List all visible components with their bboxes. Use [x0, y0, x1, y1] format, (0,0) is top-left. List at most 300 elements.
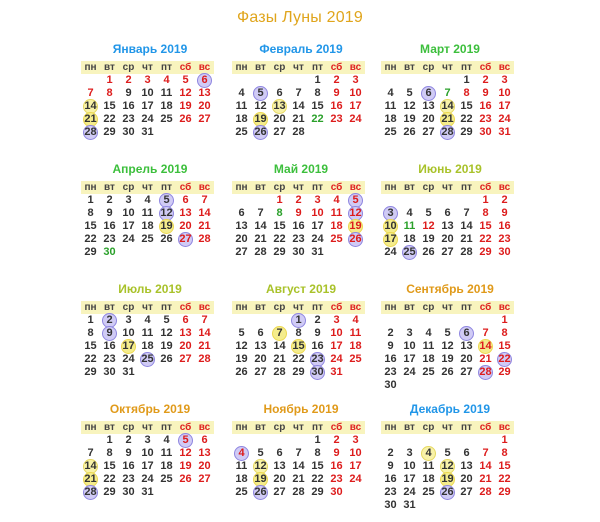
day-moon-phase: 19	[157, 220, 176, 233]
day-cell: 2	[482, 74, 489, 86]
day-cell: 7	[87, 447, 94, 459]
weekday-header: чт	[138, 181, 157, 194]
day-moon-phase: 14	[476, 340, 495, 353]
day-cell: 23	[330, 113, 343, 125]
day-cell: 11	[330, 207, 343, 219]
day-cell: 20	[179, 220, 192, 232]
day-cell: 18	[330, 220, 343, 232]
day-cell: 28	[198, 233, 211, 245]
weekday-header: вт	[400, 301, 419, 314]
day-cell: 30	[122, 126, 135, 138]
day-cell: 22	[498, 473, 511, 485]
day-cell: 10	[141, 87, 154, 99]
weekday-header: чт	[438, 181, 457, 194]
weekday-header: вт	[100, 61, 119, 74]
day-cell: 17	[122, 220, 135, 232]
day-cell: 2	[106, 194, 113, 206]
empty-cell	[381, 434, 400, 447]
weekday-header: сб	[176, 421, 195, 434]
day-cell: 3	[144, 74, 151, 86]
weekday-header: вт	[400, 61, 419, 74]
day-cell: 23	[122, 473, 135, 485]
day-cell: 4	[238, 87, 245, 99]
day-cell: 1	[463, 74, 470, 86]
day-cell: 7	[463, 207, 470, 219]
day-cell: 17	[311, 220, 324, 232]
day-cell: 25	[422, 366, 435, 378]
day-cell: 19	[160, 340, 173, 352]
day-cell: 18	[141, 220, 154, 232]
day-cell: 2	[333, 74, 340, 86]
day-cell: 29	[479, 246, 492, 258]
day-cell: 22	[84, 353, 97, 365]
day-moon-phase: 21	[81, 473, 100, 486]
day-moon-phase: 28	[81, 486, 100, 499]
day-cell: 21	[479, 353, 492, 365]
month-2	[232, 42, 370, 139]
weekday-header: вт	[400, 421, 419, 434]
day-cell: 11	[349, 327, 362, 339]
day-cell: 15	[460, 100, 473, 112]
day-cell: 15	[498, 460, 511, 472]
day-cell: 24	[122, 233, 135, 245]
weekday-header: вт	[100, 301, 119, 314]
day-cell: 21	[198, 220, 211, 232]
day-cell: 24	[384, 246, 397, 258]
weekday-header: вс	[346, 421, 365, 434]
day-cell: 4	[144, 194, 151, 206]
day-cell: 16	[330, 100, 343, 112]
weekday-header: сб	[176, 181, 195, 194]
day-cell: 5	[238, 327, 245, 339]
day-cell: 7	[201, 194, 208, 206]
day-cell: 2	[387, 327, 394, 339]
day-cell: 27	[235, 246, 248, 258]
day-cell: 21	[479, 473, 492, 485]
day-cell: 15	[311, 460, 324, 472]
month-name: Июль 2019	[118, 282, 182, 296]
day-cell: 3	[333, 314, 340, 326]
day-cell: 14	[273, 340, 286, 352]
day-moon-phase: 6	[195, 74, 214, 87]
day-cell: 11	[141, 327, 154, 339]
day-cell: 31	[330, 366, 343, 378]
month-name: Апрель 2019	[112, 162, 188, 176]
empty-cell	[457, 434, 476, 447]
empty-cell	[400, 314, 419, 327]
day-moon-phase: 12	[346, 207, 365, 220]
empty-cell	[381, 74, 400, 87]
empty-cell	[251, 314, 270, 327]
day-cell: 31	[498, 126, 511, 138]
day-cell: 6	[257, 327, 264, 339]
day-cell: 27	[198, 113, 211, 125]
day-cell: 1	[106, 74, 113, 86]
empty-cell	[438, 434, 457, 447]
day-cell: 24	[141, 473, 154, 485]
day-cell: 3	[406, 327, 413, 339]
empty-cell	[400, 434, 419, 447]
day-cell: 3	[125, 314, 132, 326]
day-moon-phase: 14	[438, 100, 457, 113]
day-cell: 12	[422, 220, 435, 232]
day-cell: 25	[160, 113, 173, 125]
day-cell: 28	[273, 366, 286, 378]
day-moon-phase: 7	[270, 327, 289, 340]
day-cell: 6	[182, 194, 189, 206]
day-cell: 23	[479, 113, 492, 125]
day-cell: 7	[87, 87, 94, 99]
day-cell: 11	[141, 207, 154, 219]
day-cell: 25	[384, 126, 397, 138]
day-cell: 15	[84, 220, 97, 232]
day-cell: 8	[106, 87, 113, 99]
month-name: Сентябрь 2019	[406, 282, 494, 296]
day-cell: 22	[292, 353, 305, 365]
day-cell: 30	[479, 126, 492, 138]
empty-cell	[457, 194, 476, 207]
day-moon-phase: 12	[251, 460, 270, 473]
weekday-header: вс	[495, 421, 514, 434]
day-moon-phase: 12	[157, 207, 176, 220]
day-cell: 12	[160, 327, 173, 339]
day-cell: 26	[235, 366, 248, 378]
day-cell: 13	[460, 340, 473, 352]
day-cell: 18	[403, 233, 416, 245]
day-cell: 7	[201, 314, 208, 326]
day-cell: 28	[460, 246, 473, 258]
day-cell: 28	[292, 486, 305, 498]
day-cell: 8	[314, 447, 321, 459]
day-cell: 24	[330, 353, 343, 365]
day-cell: 11	[235, 100, 248, 112]
month-name: Март 2019	[420, 42, 480, 56]
day-cell: 17	[330, 340, 343, 352]
day-moon-phase: 17	[381, 233, 400, 246]
day-cell: 10	[403, 340, 416, 352]
day-cell: 9	[106, 207, 113, 219]
weekday-header: вс	[195, 181, 214, 194]
day-cell: 19	[403, 113, 416, 125]
month-name: Январь 2019	[112, 42, 188, 56]
month-days	[81, 181, 219, 259]
day-cell: 17	[498, 100, 511, 112]
day-cell: 25	[330, 233, 343, 245]
month-name: Август 2019	[266, 282, 336, 296]
weekday-header: ср	[270, 301, 289, 314]
day-cell: 6	[201, 434, 208, 446]
weekday-header: ср	[119, 421, 138, 434]
day-moon-phase: 14	[81, 460, 100, 473]
day-cell: 25	[422, 486, 435, 498]
day-cell: 18	[349, 340, 362, 352]
empty-cell	[289, 434, 308, 447]
day-cell: 1	[482, 194, 489, 206]
weekday-header: вс	[495, 181, 514, 194]
weekday-header: вс	[346, 61, 365, 74]
day-cell: 4	[163, 434, 170, 446]
day-cell: 18	[141, 340, 154, 352]
day-cell: 7	[295, 87, 302, 99]
day-cell: 14	[479, 460, 492, 472]
day-cell: 6	[238, 207, 245, 219]
day-cell: 31	[122, 366, 135, 378]
day-cell: 27	[422, 126, 435, 138]
day-cell: 21	[292, 113, 305, 125]
empty-cell	[419, 314, 438, 327]
day-cell: 1	[501, 314, 508, 326]
empty-cell	[438, 314, 457, 327]
day-cell: 7	[257, 207, 264, 219]
day-moon-phase: 21	[438, 113, 457, 126]
day-cell: 28	[292, 126, 305, 138]
day-cell: 8	[87, 327, 94, 339]
day-cell: 27	[273, 126, 286, 138]
day-cell: 28	[479, 486, 492, 498]
day-moon-phase: 19	[251, 473, 270, 486]
day-cell: 26	[160, 233, 173, 245]
day-cell: 16	[122, 460, 135, 472]
day-cell: 26	[441, 366, 454, 378]
empty-cell	[476, 314, 495, 327]
month-name: Июнь 2019	[418, 162, 482, 176]
weekday-header: ср	[119, 61, 138, 74]
day-cell: 13	[254, 340, 267, 352]
day-cell: 16	[292, 220, 305, 232]
day-cell: 24	[403, 366, 416, 378]
weekday-header: ср	[270, 181, 289, 194]
day-cell: 18	[160, 100, 173, 112]
day-cell: 24	[122, 353, 135, 365]
day-cell: 1	[276, 194, 283, 206]
month-12	[381, 402, 519, 512]
day-cell: 22	[84, 233, 97, 245]
day-cell: 18	[235, 473, 248, 485]
day-cell: 22	[273, 233, 286, 245]
day-cell: 25	[235, 126, 248, 138]
day-cell: 26	[422, 246, 435, 258]
day-cell: 20	[198, 100, 211, 112]
day-cell: 25	[160, 473, 173, 485]
empty-cell	[438, 194, 457, 207]
day-cell: 11	[422, 460, 435, 472]
day-cell: 14	[292, 100, 305, 112]
day-moon-phase: 30	[308, 366, 327, 379]
day-cell: 11	[160, 447, 173, 459]
empty-cell	[81, 434, 100, 447]
day-cell: 13	[179, 327, 192, 339]
day-cell: 30	[292, 246, 305, 258]
day-cell: 1	[501, 434, 508, 446]
day-cell: 30	[103, 246, 116, 258]
day-cell: 7	[444, 87, 451, 99]
day-cell: 6	[182, 314, 189, 326]
weekday-header: чт	[138, 301, 157, 314]
month-3	[381, 42, 519, 139]
day-cell: 17	[403, 353, 416, 365]
day-cell: 12	[441, 340, 454, 352]
weekday-header: чт	[289, 61, 308, 74]
day-cell: 9	[387, 340, 394, 352]
day-cell: 17	[141, 460, 154, 472]
day-cell: 18	[422, 473, 435, 485]
day-moon-phase: 4	[419, 447, 438, 460]
day-cell: 31	[141, 486, 154, 498]
weekday-header: сб	[327, 61, 346, 74]
day-cell: 8	[87, 207, 94, 219]
day-moon-phase: 13	[270, 100, 289, 113]
day-cell: 29	[84, 366, 97, 378]
day-moon-phase: 1	[289, 314, 308, 327]
weekday-header: пн	[81, 181, 100, 194]
day-cell: 1	[106, 434, 113, 446]
day-cell: 23	[122, 113, 135, 125]
day-cell: 2	[333, 434, 340, 446]
day-cell: 26	[179, 473, 192, 485]
month-days	[232, 421, 370, 499]
empty-cell	[251, 194, 270, 207]
weekday-header: пт	[157, 181, 176, 194]
day-cell: 24	[141, 113, 154, 125]
day-cell: 29	[460, 126, 473, 138]
weekday-header: вс	[495, 61, 514, 74]
day-cell: 29	[292, 366, 305, 378]
day-moon-phase: 5	[251, 87, 270, 100]
day-cell: 29	[311, 486, 324, 498]
weekday-header: пт	[457, 61, 476, 74]
day-cell: 10	[122, 327, 135, 339]
weekday-header: вт	[400, 181, 419, 194]
day-cell: 21	[292, 473, 305, 485]
weekday-header: сб	[327, 301, 346, 314]
weekday-header: пн	[381, 181, 400, 194]
day-cell: 27	[460, 366, 473, 378]
day-cell: 30	[103, 366, 116, 378]
day-cell: 5	[257, 447, 264, 459]
empty-cell	[81, 74, 100, 87]
month-days	[381, 181, 519, 259]
day-cell: 6	[444, 207, 451, 219]
day-cell: 8	[106, 447, 113, 459]
day-cell: 10	[403, 460, 416, 472]
weekday-header: сб	[476, 61, 495, 74]
day-cell: 20	[179, 340, 192, 352]
day-cell: 16	[498, 220, 511, 232]
empty-cell	[232, 74, 251, 87]
month-name: Декабрь 2019	[409, 402, 491, 416]
day-cell: 1	[87, 194, 94, 206]
day-moon-phase: 10	[381, 220, 400, 233]
day-cell: 3	[352, 74, 359, 86]
day-cell: 7	[482, 327, 489, 339]
day-cell: 3	[314, 194, 321, 206]
day-cell: 15	[84, 340, 97, 352]
day-cell: 12	[179, 447, 192, 459]
day-cell: 3	[144, 434, 151, 446]
month-days	[81, 421, 219, 499]
day-cell: 13	[235, 220, 248, 232]
weekday-header: пн	[232, 181, 251, 194]
weekday-header: вс	[195, 61, 214, 74]
weekday-header: вс	[346, 301, 365, 314]
empty-cell	[381, 314, 400, 327]
month-name: Февраль 2019	[259, 42, 343, 56]
day-cell: 9	[314, 327, 321, 339]
weekday-header: вс	[346, 181, 365, 194]
day-cell: 11	[403, 220, 416, 232]
month-days	[381, 421, 519, 512]
weekday-header: ср	[119, 301, 138, 314]
weekday-header: пн	[381, 301, 400, 314]
weekday-header: пт	[308, 421, 327, 434]
day-moon-phase: 21	[81, 113, 100, 126]
day-cell: 15	[479, 220, 492, 232]
weekday-header: сб	[176, 61, 195, 74]
weekday-header: вс	[195, 421, 214, 434]
day-cell: 14	[198, 207, 211, 219]
day-cell: 5	[182, 74, 189, 86]
day-cell: 28	[198, 353, 211, 365]
day-cell: 9	[295, 207, 302, 219]
weekday-header: сб	[327, 421, 346, 434]
day-moon-phase: 14	[81, 100, 100, 113]
day-cell: 27	[198, 473, 211, 485]
day-moon-phase: 5	[176, 434, 195, 447]
day-moon-phase: 27	[176, 233, 195, 246]
day-cell: 29	[84, 246, 97, 258]
day-cell: 8	[276, 207, 283, 219]
empty-cell	[400, 74, 419, 87]
weekday-header: ср	[270, 421, 289, 434]
day-cell: 20	[273, 473, 286, 485]
weekday-header: ср	[419, 421, 438, 434]
day-cell: 11	[422, 340, 435, 352]
day-cell: 15	[498, 340, 511, 352]
day-cell: 12	[403, 100, 416, 112]
day-cell: 1	[314, 74, 321, 86]
day-cell: 4	[144, 314, 151, 326]
day-cell: 16	[103, 340, 116, 352]
day-cell: 13	[198, 87, 211, 99]
day-cell: 21	[273, 353, 286, 365]
day-cell: 26	[179, 113, 192, 125]
day-cell: 5	[444, 447, 451, 459]
month-4	[81, 162, 219, 259]
day-cell: 9	[482, 87, 489, 99]
empty-cell	[438, 74, 457, 87]
day-cell: 21	[460, 233, 473, 245]
day-cell: 18	[160, 460, 173, 472]
day-cell: 23	[384, 486, 397, 498]
day-cell: 16	[122, 100, 135, 112]
day-cell: 16	[311, 340, 324, 352]
day-moon-phase: 9	[100, 327, 119, 340]
day-cell: 14	[198, 327, 211, 339]
day-cell: 13	[460, 460, 473, 472]
day-cell: 24	[349, 113, 362, 125]
month-name: Май 2019	[273, 162, 329, 176]
day-cell: 11	[160, 87, 173, 99]
day-cell: 17	[403, 473, 416, 485]
empty-cell	[251, 434, 270, 447]
weekday-header: чт	[289, 421, 308, 434]
day-cell: 24	[403, 486, 416, 498]
day-cell: 13	[198, 447, 211, 459]
day-cell: 11	[384, 100, 397, 112]
day-cell: 22	[460, 113, 473, 125]
day-moon-phase: 6	[419, 87, 438, 100]
month-7	[81, 282, 219, 379]
